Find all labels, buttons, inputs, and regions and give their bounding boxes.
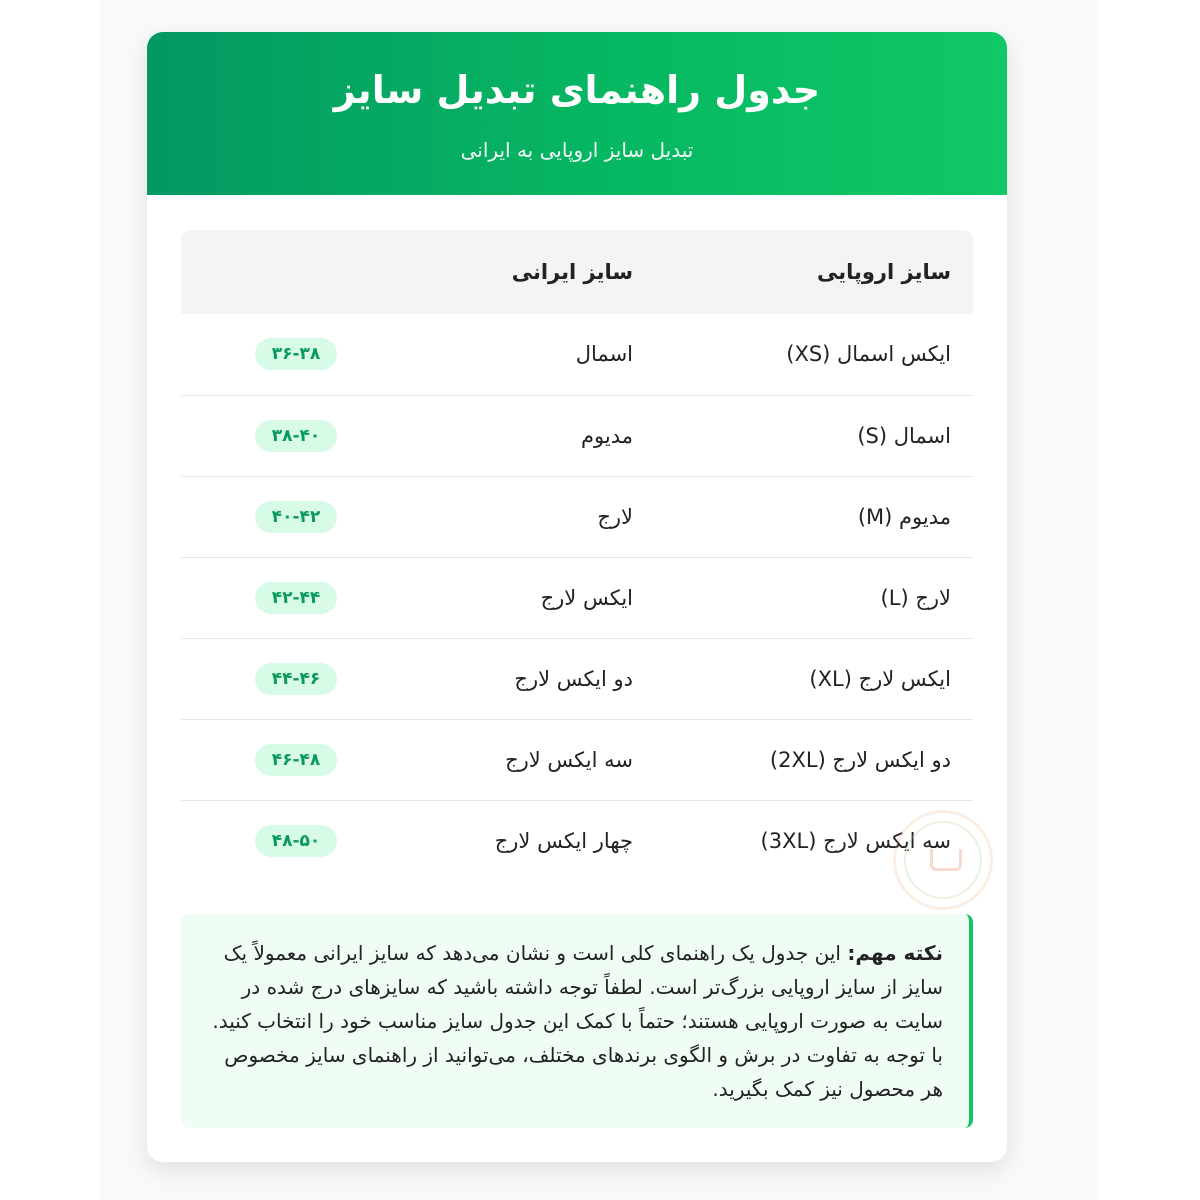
range-badge: ۴۰-۴۲ — [255, 501, 337, 533]
range-badge: ۴۴-۴۶ — [255, 663, 337, 695]
important-note — [181, 914, 973, 1128]
header-european-size: سایز اروپایی — [816, 260, 951, 284]
card-header — [147, 32, 1007, 195]
cell-iranian: ایکس لارج — [455, 557, 655, 638]
cell-iranian: سه ایکس لارج — [455, 719, 655, 800]
cell-european: ایکس لارج (XL) — [655, 638, 973, 719]
table-row — [181, 557, 973, 638]
cart-icon — [930, 849, 962, 871]
cell-european: دو ایکس لارج (2XL) — [655, 719, 973, 800]
cell-iranian: اسمال — [455, 314, 655, 395]
cell-iranian: مدیوم — [455, 395, 655, 476]
range-badge: ۳۸-۴۰ — [255, 420, 337, 452]
note-label: نکته مهم: — [847, 941, 943, 965]
page-title: جدول راهنمای تبدیل سایز — [333, 68, 821, 112]
cell-iranian: چهار ایکس لارج — [494, 828, 633, 853]
size-conversion-table — [181, 230, 973, 881]
cell-iranian: لارج — [455, 476, 655, 557]
size-guide-card — [147, 32, 1007, 1162]
cell-european: ایکس اسمال (XS) — [655, 314, 973, 395]
cell-european: سه ایکس لارج (3XL) — [760, 828, 951, 853]
table-row — [181, 314, 973, 395]
range-badge: ۴۶-۴۸ — [255, 744, 337, 776]
cell-european: لارج (L) — [655, 557, 973, 638]
shopping-cart-logo-watermark-icon — [893, 810, 993, 910]
range-badge: ۳۶-۳۸ — [255, 338, 337, 370]
table-row — [181, 638, 973, 719]
table-row — [181, 476, 973, 557]
table-header-row — [181, 230, 973, 314]
header-range — [181, 230, 455, 314]
table-row — [181, 719, 973, 800]
table-row — [181, 395, 973, 476]
cell-european: اسمال (S) — [655, 395, 973, 476]
cell-european: مدیوم (M) — [655, 476, 973, 557]
size-table-wrapper — [181, 230, 973, 881]
page-subtitle: تبدیل سایز اروپایی به ایرانی — [460, 138, 694, 162]
table-row — [181, 800, 973, 881]
range-badge: ۴۸-۵۰ — [255, 825, 337, 857]
header-iranian-size: سایز ایرانی — [511, 260, 633, 284]
cell-iranian: دو ایکس لارج — [455, 638, 655, 719]
note-text: این جدول یک راهنمای کلی است و نشان می‌دهد که سایز ایرانی معمولاً یک سایز از سایز اروپایی بزرگ‌تر است. لطفاً توجه داشته باشید که سایزهای درج شده در سایت به صورت اروپایی هستند؛ حتماً با کمک این جدول سایز مناسب خود را انتخاب کنید. با توجه به تفاوت در برش و الگوی برندهای مختلف، می‌توانید از راهنمای سایز مخصوص هر محصول نیز کمک بگیرید. — [212, 941, 943, 1101]
range-badge: ۴۲-۴۴ — [255, 582, 337, 614]
